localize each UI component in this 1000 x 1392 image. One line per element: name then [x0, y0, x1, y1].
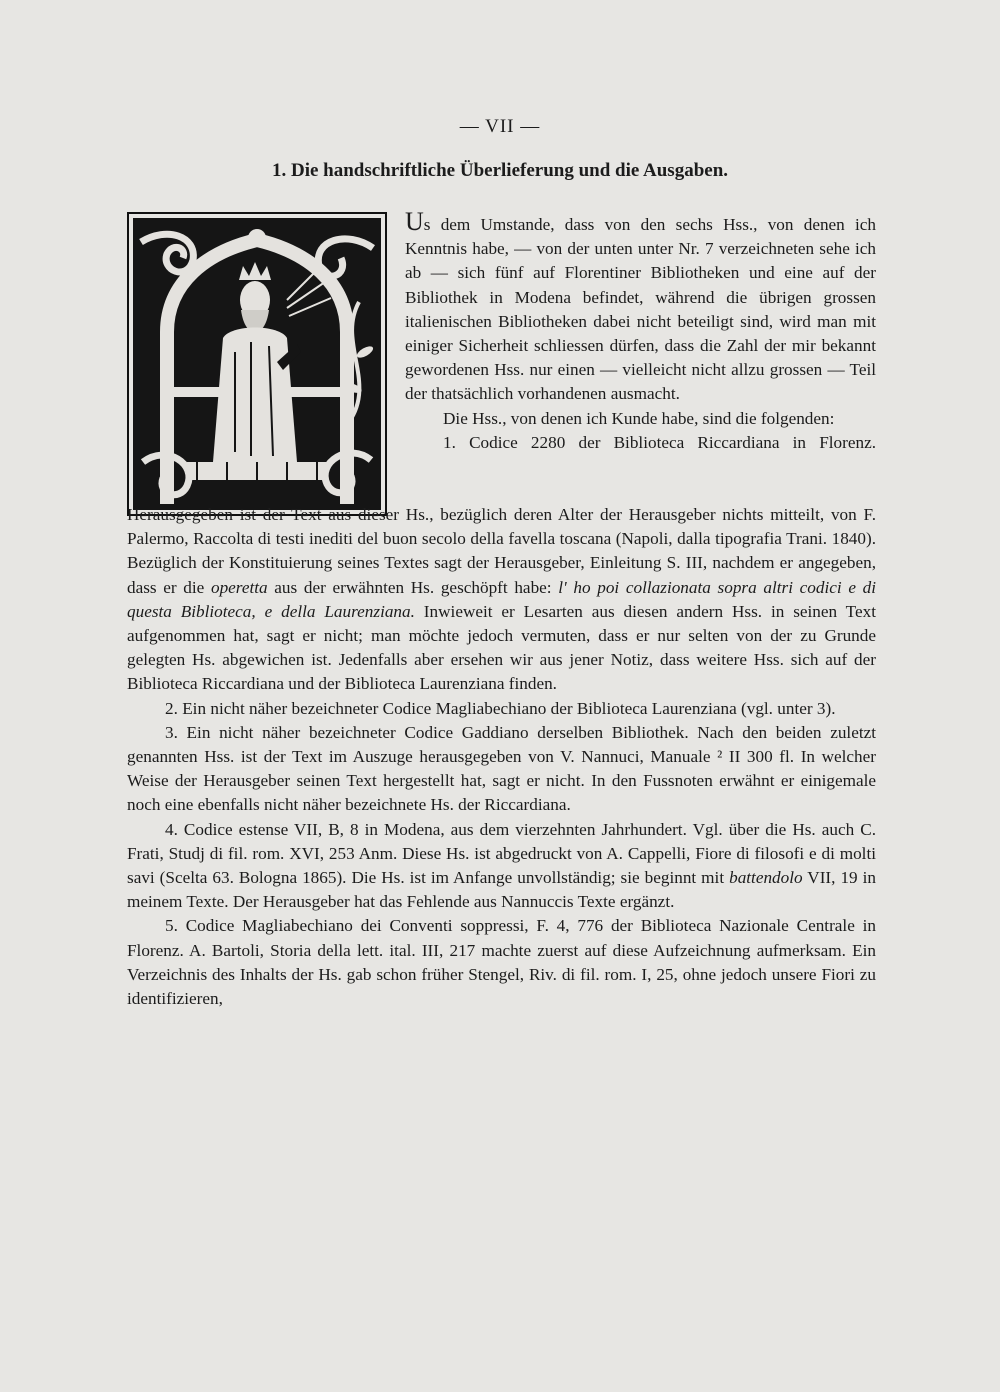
intro-paragraph-text: s dem Umstande, dass von den sechs Hss., von denen ich Kenntnis habe, — von der unten unter Nr. 7 verzeichneten sehe ich ab — sich fünf auf Florentiner Bibliotheken und eine auf der Bibliothek in Modena befindet, während die übrigen grossen italienischen Bibliotheken dabei nicht beteiligt sind, wird man mit einiger Sicherheit schliessen dürfen, dass die Zahl der mir bekannt gewordenen Hss. nur einen — vielleicht nicht allzu grossen — Teil der thatsächlich vorhandenen ausmacht. [405, 215, 876, 404]
intro-text-column [405, 207, 876, 455]
ornamental-initial-icon [127, 212, 387, 516]
main-text-column [127, 503, 876, 1011]
entry-1-italic-2: l' ho poi collazionata sopra altri codici e di questa Biblioteca, e della Laurenziana. [127, 577, 877, 621]
page-number: — VII — [459, 116, 541, 137]
entry-1-text-c: Inwieweit er Lesarten aus diesen andern Hss. in seinen Text aufgenommen hat, sagt er nicht; man möchte jedoch vermuten, dass er nur selten von der zu Grunde gelegten Hs. abgewichen ist. Jedenfalls aber ersehen wir aus jener Notiz, dass weitere Hss. sich auf der Biblioteca Riccardiana und der Biblioteca Laurenziana finden. [127, 601, 876, 694]
entry-4-text-a: 4. Codice estense VII, B, 8 in Modena, aus dem vierzehnten Jahrhundert. Vgl. über die Hs. auch C. Frati, Studj di fil. rom. XVI, 253 Anm. Diese Hs. ist abgedruckt von A. Cappelli, Fiore di filosofi e di molti savi (Scelta 63. Bologna 1865). Die Hs. ist im Anfange unvollständig; sie beginnt mit [127, 819, 876, 888]
entry-3: 3. Ein nicht näher bezeichneter Codice Gaddiano derselben Bibliothek. Nach den beiden zuletzt genannten Hss. ist der Text im Auszuge herausgegeben von V. Nannuci, Manuale ² II 300 fl. In welcher Weise der Herausgeber seinen Text hergestellt hat, sagt er nicht. In den Fussnoten erwähnt er einigemale noch eine ebenfalls nicht näher bezeichnete Hs. der Riccardiana. [127, 722, 876, 815]
entry-1-italic-1: operetta [210, 577, 268, 597]
entry-4-text-b: VII, 19 in meinem Texte. Der Herausgeber hat das Fehlende aus Nannuccis Texte ergänzt. [127, 868, 876, 912]
entry-5: 5. Codice Magliabechiano dei Conventi soppressi, F. 4, 776 der Biblioteca Nazionale Centrale in Florenz. A. Bartoli, Storia della lett. ital. III, 217 machte zuerst auf diese Aufzeichnung aufmerksam. Ein Verzeichnis des Inhalts der Hs. gab schon früher Stengel, Riv. di fil. rom. I, 25, ohne jedoch unsere Fiori zu identifizieren, [127, 916, 876, 1009]
section-heading: 1. Die handschriftliche Überlieferung und die Ausgaben. [271, 160, 729, 181]
entry-1-start: 1. Codice 2280 der Biblioteca Riccardiana in Florenz. [443, 432, 876, 452]
entry-2: 2. Ein nicht näher bezeichneter Codice Magliabechiano der Biblioteca Laurenziana (vgl. unter 3). [165, 698, 836, 718]
entry-4 [127, 818, 876, 915]
drop-initial: U [405, 207, 424, 236]
intro-paragraph [405, 207, 876, 407]
list-intro-paragraph: Die Hss., von denen ich Kunde habe, sind die folgenden: [443, 408, 835, 428]
entry-1-text-b: aus der erwähnten Hs. geschöpft habe: [267, 577, 559, 597]
entry-4-italic: battendolo [729, 868, 803, 888]
entry-1-body [127, 503, 876, 697]
entry-1-text-a: Herausgegeben ist der Text aus dieser Hs., bezüglich deren Alter der Herausgeber nichts mitteilt, von F. Palermo, Raccolta di testi inediti del buon secolo della favella toscana (Napoli, dalla tipografia Trani. 1840). Bezüglich der Konstituierung seines Textes sagt der Herausgeber, Einleitung S. III, nachdem er angegeben, dass er die [127, 505, 876, 597]
